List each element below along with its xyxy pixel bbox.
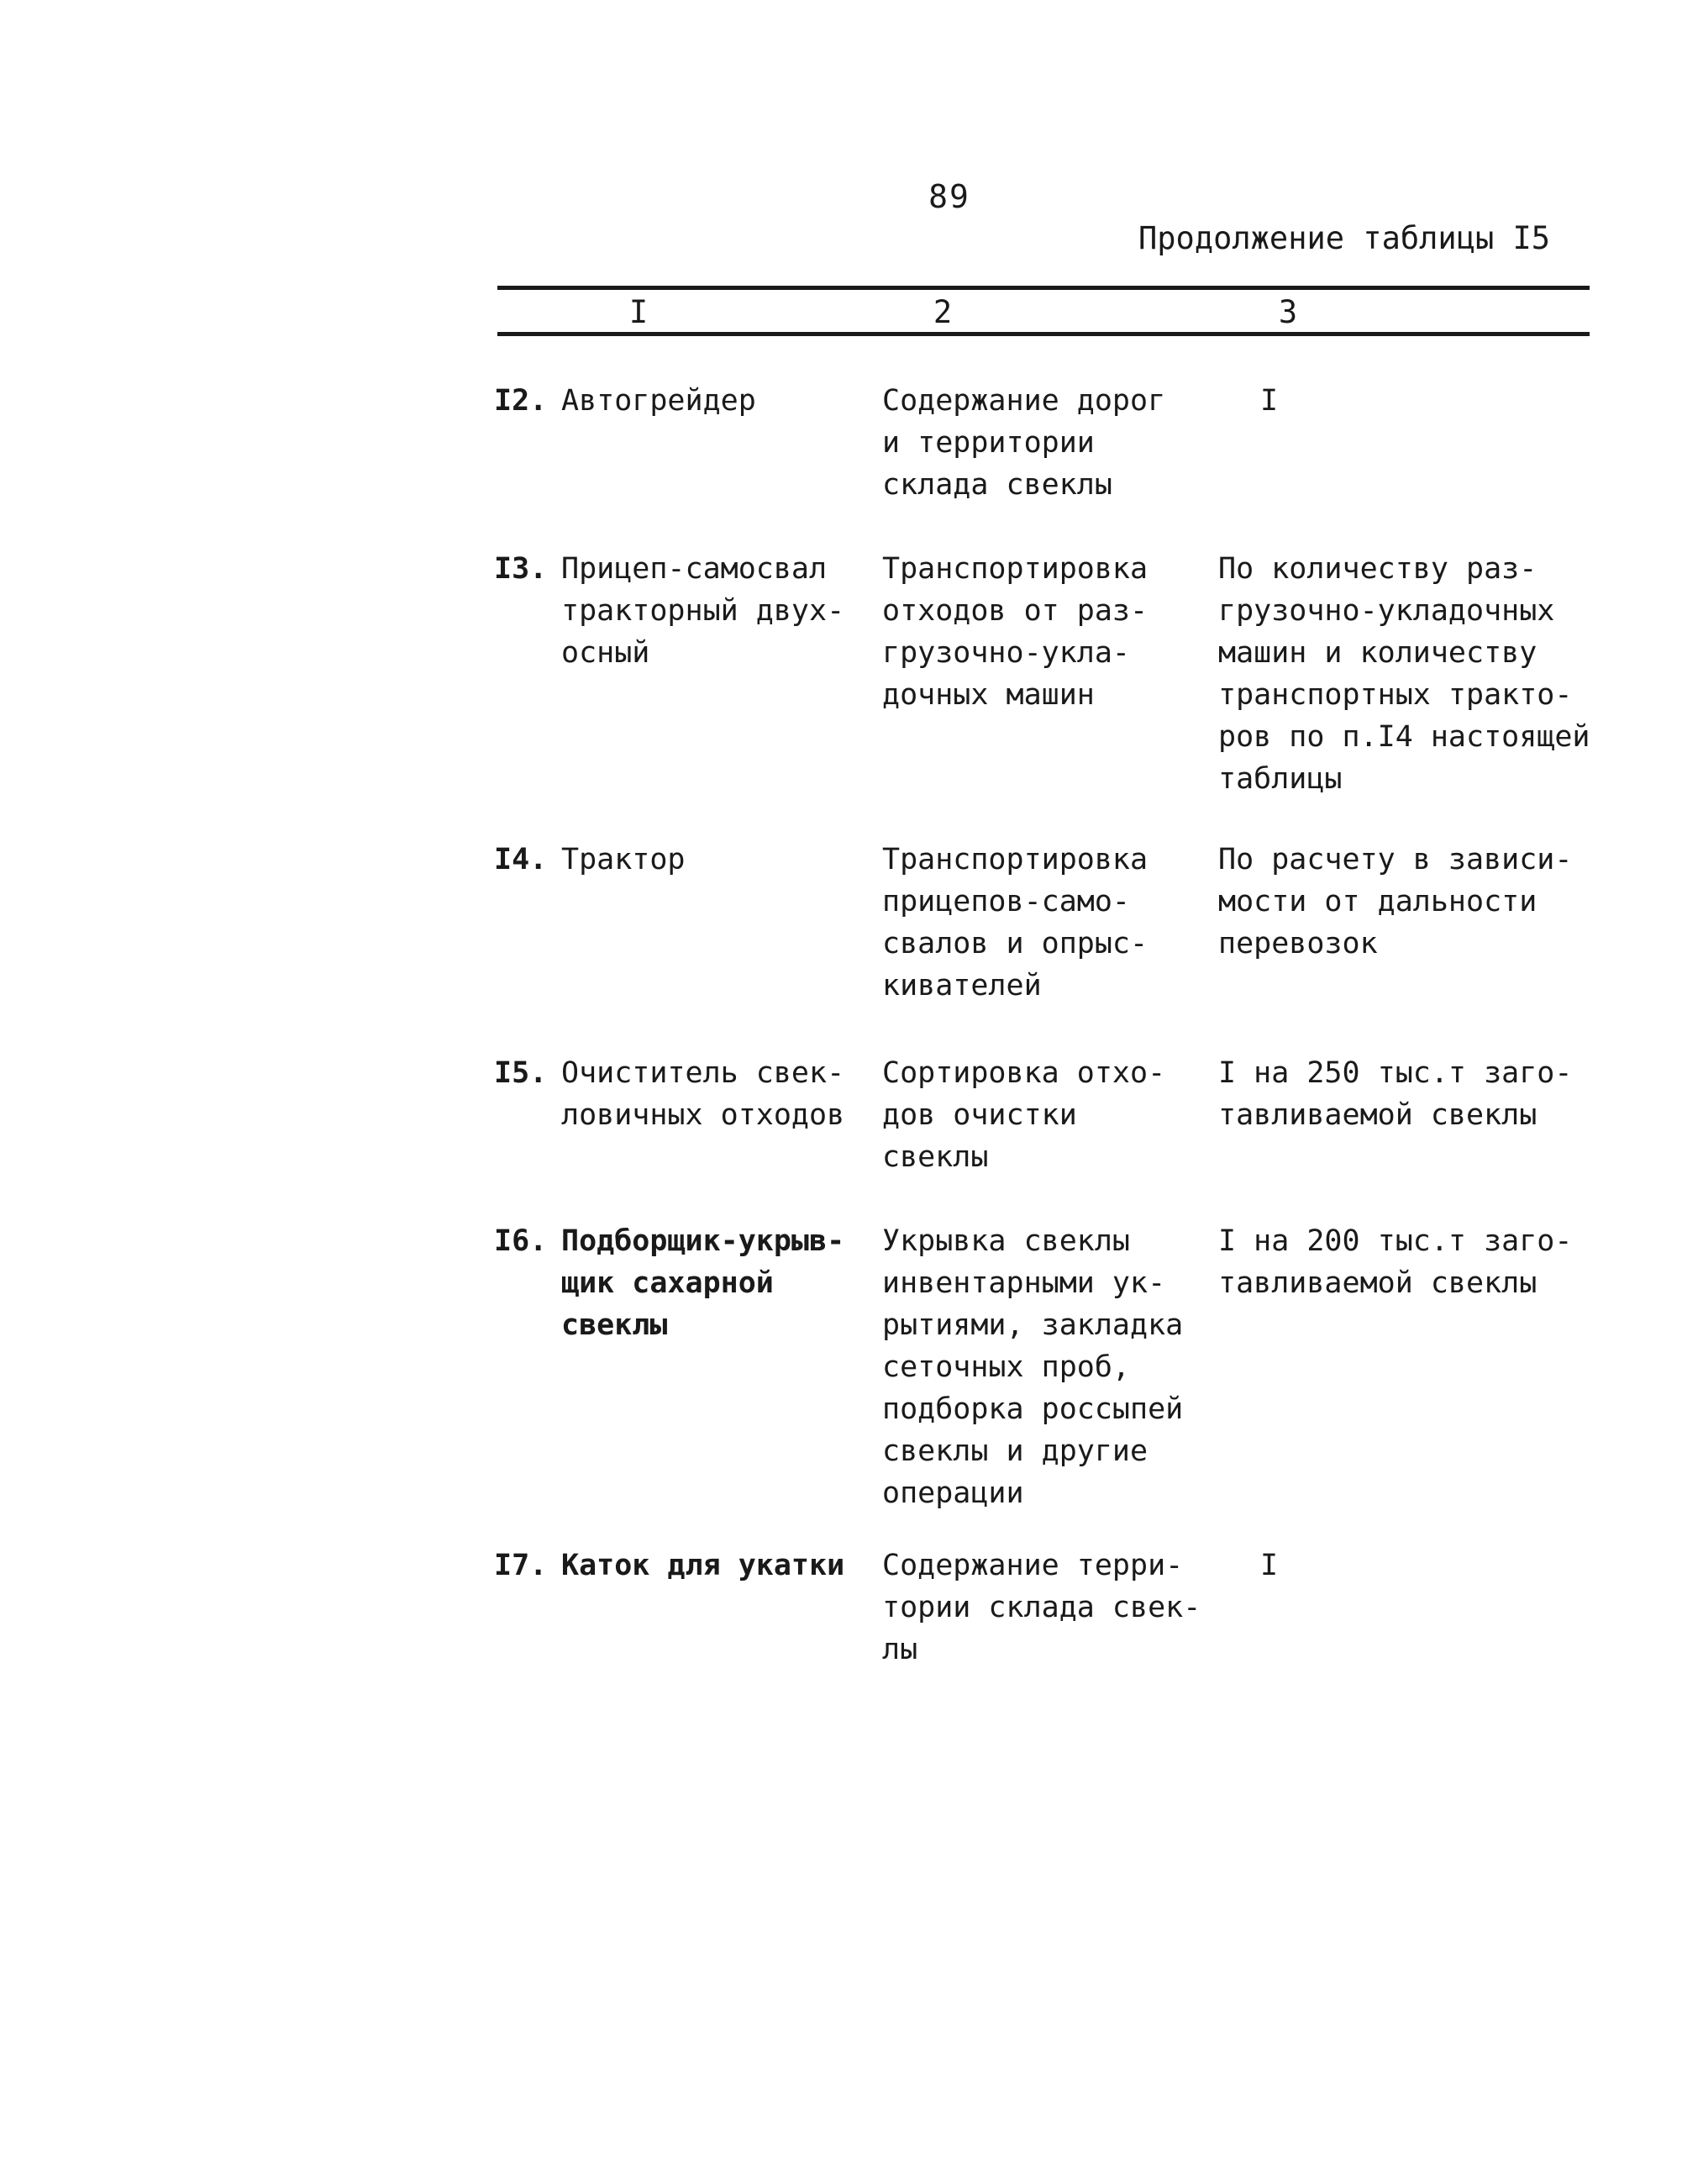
row-number: I5. [494,1056,548,1090]
row-equipment-name: Автогрейдер [561,384,756,418]
column-header-1: I [628,294,649,330]
row-number: I6. [494,1224,548,1258]
row-equipment-name: Подборщик-укрыв- щик сахарной свеклы [561,1224,845,1342]
row-number: I4. [494,843,548,876]
row-quantity: I [1260,384,1279,418]
table-header-rule [497,332,1590,336]
row-number: I2. [494,384,548,418]
row-quantity: По расчету в зависи- мости от дальности перевозок [1218,843,1573,960]
row-equipment-name: Прицеп-самосвал тракторный двух- осный [561,552,845,670]
row-purpose: Транспортировка прицепов-само- свалов и опрыс- кивателей [882,843,1148,1003]
column-header-2: 2 [933,294,953,330]
column-header-3: 3 [1278,294,1298,330]
table-title: Продолжение таблицы I5 [1138,220,1551,256]
row-number: I7. [494,1549,548,1582]
row-quantity: I [1260,1549,1279,1582]
row-number: I3. [494,552,548,586]
row-quantity: I на 200 тыс.т заго- тавливаемой свеклы [1218,1224,1573,1300]
row-purpose: Содержание дорог и территории склада свеклы [882,384,1166,502]
row-equipment-name: Очиститель свек- ловичных отходов [561,1056,845,1132]
row-equipment-name: Трактор [561,843,686,876]
row-purpose: Транспортировка отходов от раз- грузочно-укла- дочных машин [882,552,1148,712]
row-equipment-name: Каток для укатки [561,1549,845,1582]
row-quantity: I на 250 тыс.т заго- тавливаемой свеклы [1218,1056,1573,1132]
page-number: 89 [928,178,970,215]
table-top-rule [497,286,1590,290]
row-purpose: Сортировка отхо- дов очистки свеклы [882,1056,1166,1174]
row-purpose: Содержание терри- тории склада свек- лы [882,1549,1201,1666]
row-purpose: Укрывка свеклы инвентарными ук- рытиями, закладка сеточных проб, подборка россыпей свеклы и другие операции [882,1224,1184,1510]
row-quantity: По количеству раз- грузочно-укладочных машин и количеству транспортных тракто- ров по п.I4 настоящей таблицы [1218,552,1590,796]
